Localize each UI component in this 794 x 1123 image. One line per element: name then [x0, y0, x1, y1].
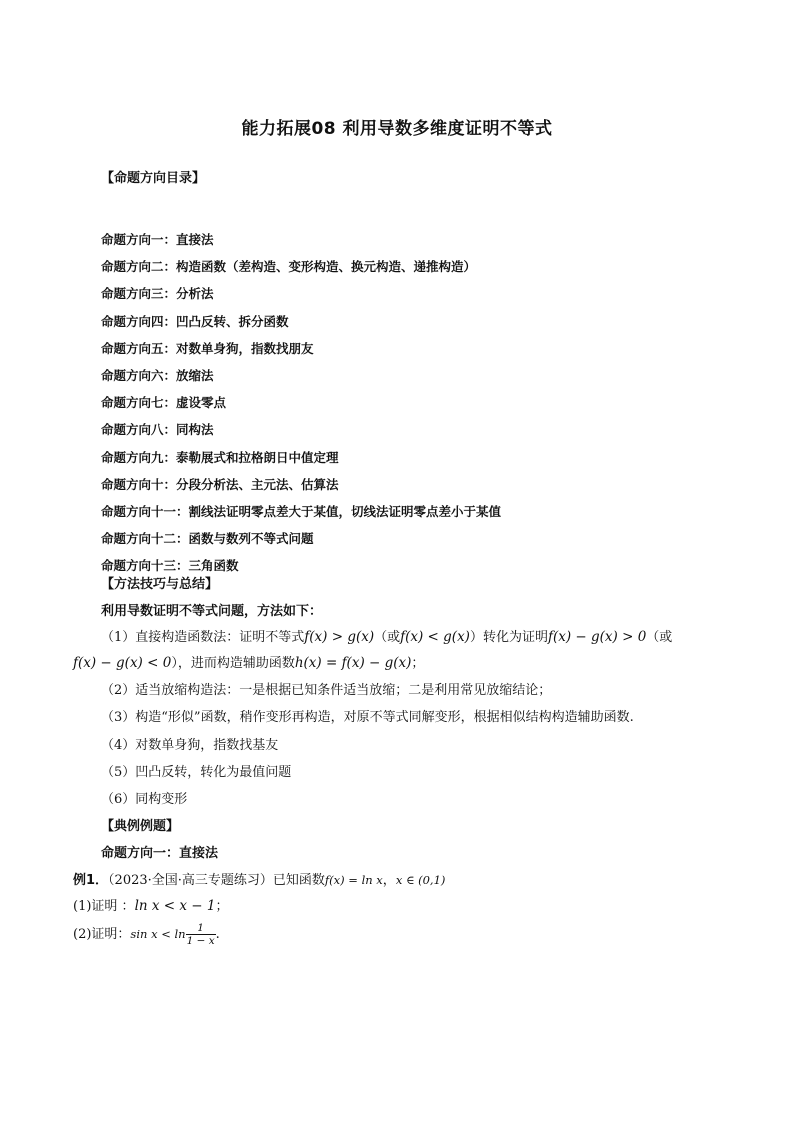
toc-list: [101, 226, 501, 579]
question-2: (2)证明：sin x < ln $\frac{1}{1 - x}$ .: [73, 922, 220, 947]
function-expr: h(x) = f(x) − g(x): [294, 655, 412, 671]
examples-heading: 【典例例题】: [101, 819, 180, 834]
toc-item: 命题方向二：构造函数（差构造、变形构造、换元构造、递推构造）: [101, 259, 477, 275]
method-2: （2）适当放缩构造法：一是根据已知条件适当放缩；二是利用常见放缩结论；: [101, 683, 552, 698]
inequality-expr: ln x < x − 1: [134, 898, 216, 914]
methods-heading: 【方法技巧与总结】: [101, 577, 219, 592]
inequality-expr: f(x) − g(x) < 0: [73, 655, 172, 671]
inequality-expr: sin x < ln: [130, 927, 186, 941]
method-6: （6）同构变形: [101, 792, 188, 807]
toc-item: 命题方向九：泰勒展式和拉格朗日中值定理: [101, 449, 339, 465]
toc-item: 命题方向四：凹凸反转、拆分函数: [101, 313, 289, 329]
method-5: （5）凹凸反转，转化为最值问题: [101, 765, 292, 780]
document-title: 能力拓展08 利用导数多维度证明不等式: [241, 119, 553, 139]
toc-item: 命题方向十一：割线法证明零点差大于某值，切线法证明零点差小于某值: [101, 503, 502, 519]
toc-item: 命题方向八：同构法: [101, 422, 214, 438]
toc-item: 命题方向六：放缩法: [101, 367, 214, 383]
toc-item: 命题方向五：对数单身狗，指数找朋友: [101, 340, 314, 356]
inequality-expr: f(x) − g(x) > 0: [547, 629, 647, 645]
function-expr: f(x) = ln x: [324, 873, 383, 887]
method-3: （3）构造“形似”函数，稍作变形再构造，对原不等式同解变形，根据相似结构构造辅助函数.: [101, 710, 634, 725]
method-4: （4）对数单身狗，指数找基友: [101, 738, 279, 753]
toc-item: 命题方向十：分段分析法、主元法、估算法: [101, 476, 339, 492]
methods-intro: 利用导数证明不等式问题，方法如下：: [101, 604, 323, 619]
domain-expr: x ∈ (0,1): [395, 873, 446, 887]
toc-item: 命题方向一：直接法: [101, 232, 214, 247]
toc-item: 命题方向三：分析法: [101, 286, 214, 302]
toc-heading: 【命题方向目录】: [101, 171, 206, 186]
inequality-expr: f(x) > g(x): [304, 629, 375, 645]
toc-item: 命题方向十三：三角函数: [101, 558, 239, 574]
method-1-line-2: f(x) − g(x) < 0），进而构造辅助函数h(x) = f(x) − g(x)；: [73, 655, 425, 671]
toc-item: 命题方向七：虚设零点: [101, 395, 227, 411]
toc-item: 命题方向十二：函数与数列不等式问题: [101, 531, 314, 547]
example-1-statement: 例1．（2023·全国·高三专题练习）已知函数f(x) = ln x，x ∈ (0,1): [73, 873, 446, 888]
direction-heading: 命题方向一：直接法: [101, 846, 219, 861]
question-1: (1)证明 ：ln x < x − 1；: [73, 898, 229, 914]
method-1-line-1: （1）直接构造函数法：证明不等式f(x) > g(x)（或f(x) < g(x)）转化为证明f(x) − g(x) > 0（或: [101, 629, 673, 645]
example-label: 例1．: [73, 873, 109, 888]
inequality-expr: f(x) < g(x): [400, 629, 470, 645]
fraction: $\frac{1}{1 - x}$: [186, 922, 215, 947]
